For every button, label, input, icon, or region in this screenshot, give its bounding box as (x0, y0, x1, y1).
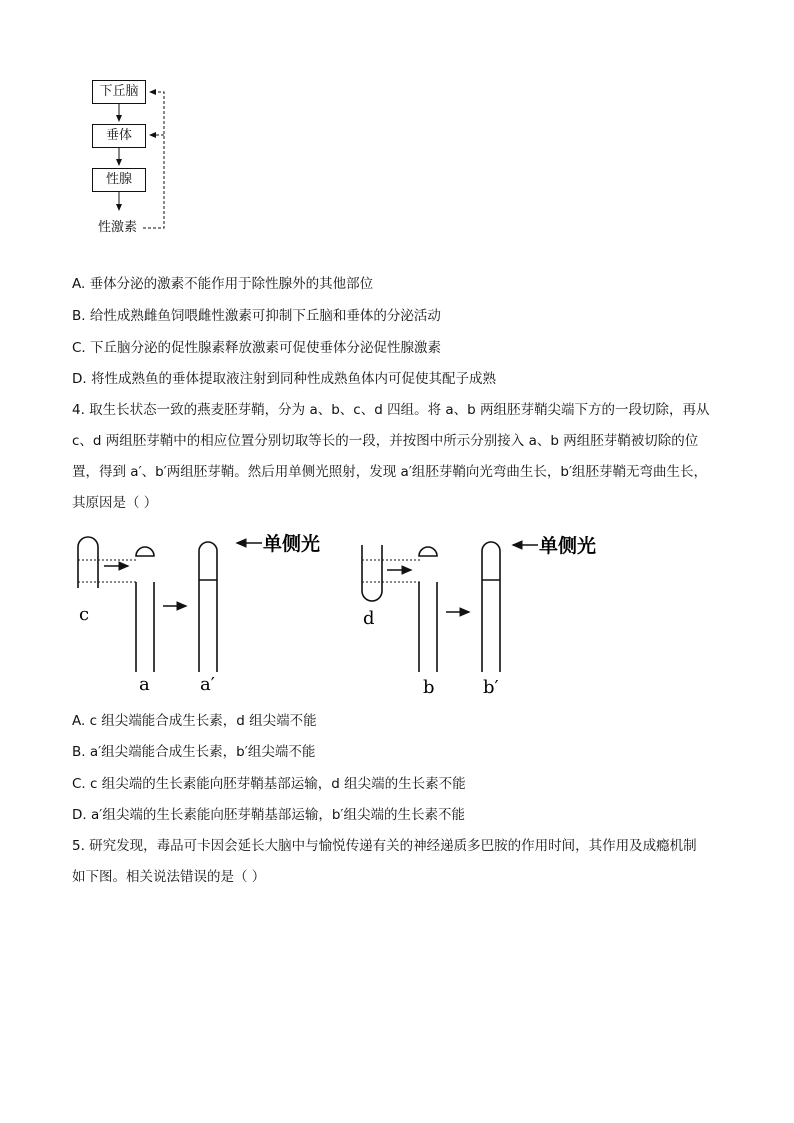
q4-option-d: D. a′组尖端的生长素能向胚芽鞘基部运输，b′组尖端的生长素不能 (72, 807, 465, 823)
q4-stem-line-3: 置，得到 a′、b′两组胚芽鞘。然后用单侧光照射，发现 a′组胚芽鞘向光弯曲生长，b′组胚芽鞘无弯曲生长， (72, 464, 708, 480)
q4-option-b: B. a′组尖端能合成生长素，b′组尖端不能 (72, 744, 316, 760)
q3-option-b: B. 给性成熟雌鱼饲喂雌性激素可抑制下丘脑和垂体的分泌活动 (72, 308, 441, 324)
flow-box-pituitary: 垂体 (92, 124, 146, 148)
tip-a-removed (136, 547, 154, 556)
q5-stem-line-1: 5. 研究发现，毒品可卡因会延长大脑中与愉悦传递有关的神经递质多巴胺的作用时间，其作用及成瘾机制 (72, 838, 697, 854)
tip-b-removed (419, 547, 437, 556)
label-b: b (423, 677, 435, 698)
coleoptile-a-prime (199, 542, 217, 672)
q3-option-a: A. 垂体分泌的激素不能作用于除性腺外的其他部位 (72, 276, 374, 292)
flow-box-gonad: 性腺 (92, 168, 146, 192)
label-d: d (363, 608, 375, 629)
q3-option-d: D. 将性成熟鱼的垂体提取液注射到同种性成熟鱼体内可促使其配子成熟 (72, 371, 496, 387)
q4-option-c: C. c 组尖端的生长素能向胚芽鞘基部运输，d 组尖端的生长素不能 (72, 776, 466, 792)
label-b-prime: b′ (483, 677, 499, 698)
coleoptile-b-prime (482, 542, 500, 672)
coleoptile-a (136, 582, 154, 672)
q4-option-a: A. c 组尖端能合成生长素，d 组尖端不能 (72, 713, 317, 729)
label-c: c (79, 604, 90, 625)
label-a-prime: a′ (200, 674, 215, 695)
q3-option-c: C. 下丘脑分泌的促性腺素释放激素可促使垂体分泌促性腺激素 (72, 340, 442, 356)
q4-stem-line-4: 其原因是（ ） (72, 495, 158, 511)
coleoptile-c (78, 537, 98, 588)
light-label-right: 单侧光 (539, 535, 597, 557)
flow-box-hypothalamus: 下丘脑 (92, 80, 146, 104)
coleoptile-b (419, 582, 437, 672)
coleoptile-d (362, 545, 382, 601)
light-label-left: 单侧光 (263, 533, 321, 555)
label-a: a (139, 674, 150, 695)
q5-stem-line-2: 如下图。相关说法错误的是（ ） (72, 869, 266, 885)
q4-stem-line-2: c、d 两组胚芽鞘中的相应位置分别切取等长的一段，并按图中所示分别接入 a、b 两组胚芽鞘被切除的位 (72, 433, 699, 449)
q4-stem-line-1: 4. 取生长状态一致的燕麦胚芽鞘，分为 a、b、c、d 四组。将 a、b 两组胚芽鞘尖端下方的一段切除，再从 (72, 402, 710, 418)
flow-label-sex-hormone: 性激素 (98, 220, 138, 235)
